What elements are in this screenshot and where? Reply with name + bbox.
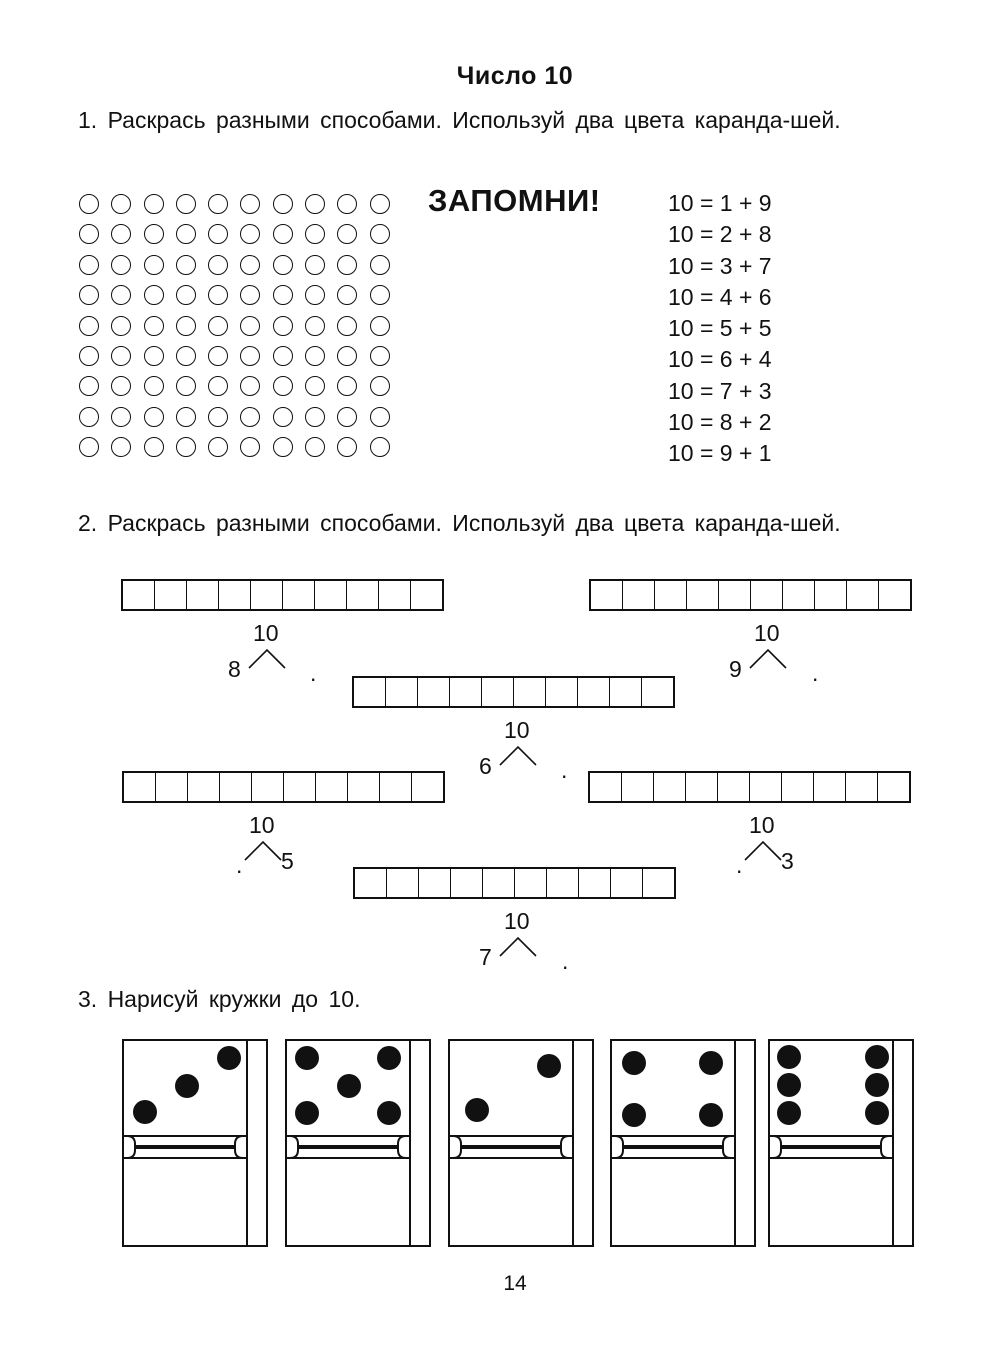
- domino-bottom-half: [611, 1158, 735, 1246]
- domino-dot: [295, 1101, 319, 1125]
- colorable-circle[interactable]: [176, 437, 196, 457]
- strip-cell[interactable]: [380, 773, 412, 801]
- equation: 10 = 8 + 2: [668, 409, 772, 436]
- colorable-circle[interactable]: [337, 255, 357, 275]
- strip-cell[interactable]: [815, 581, 847, 609]
- strip-cell[interactable]: [655, 581, 687, 609]
- colorable-circle[interactable]: [79, 437, 99, 457]
- strip-cell[interactable]: [515, 869, 547, 897]
- colorable-circle[interactable]: [337, 437, 357, 457]
- colorable-circle[interactable]: [370, 255, 390, 275]
- colorable-circle[interactable]: [79, 376, 99, 396]
- colorable-circle[interactable]: [144, 376, 164, 396]
- strip-cell[interactable]: [719, 581, 751, 609]
- equation: 10 = 6 + 4: [668, 346, 772, 373]
- equation-list: [668, 188, 808, 470]
- task2-instruction: 2. Раскрась разными способами. Используй два цвета каранда-шей.: [78, 510, 841, 536]
- decomposition-branch: [496, 743, 541, 769]
- strip-cell[interactable]: [355, 869, 387, 897]
- colorable-circle[interactable]: [111, 285, 131, 305]
- colorable-circle[interactable]: [240, 407, 260, 427]
- strip-cell[interactable]: [348, 773, 380, 801]
- colorable-circle[interactable]: [337, 224, 357, 244]
- decomposition-left[interactable]: 6: [479, 753, 492, 779]
- cell-strip[interactable]: [121, 579, 444, 611]
- domino-dot: [337, 1074, 361, 1098]
- colorable-circle[interactable]: [305, 194, 325, 214]
- domino[interactable]: [284, 1038, 432, 1248]
- colorable-circle[interactable]: [111, 194, 131, 214]
- colorable-circle[interactable]: [305, 285, 325, 305]
- colorable-circle[interactable]: [240, 224, 260, 244]
- colorable-circle[interactable]: [176, 376, 196, 396]
- strip-cell[interactable]: [622, 773, 654, 801]
- colorable-circle[interactable]: [240, 194, 260, 214]
- colorable-circle[interactable]: [305, 224, 325, 244]
- domino-bottom-half: [286, 1158, 410, 1246]
- colorable-circle[interactable]: [79, 346, 99, 366]
- equation: 10 = 7 + 3: [668, 377, 772, 404]
- strip-cell[interactable]: [418, 678, 450, 706]
- strip-cell[interactable]: [546, 678, 578, 706]
- domino-dot: [377, 1046, 401, 1070]
- decomposition-branch: [741, 838, 786, 864]
- colorable-circle[interactable]: [273, 376, 293, 396]
- colorable-circle[interactable]: [370, 194, 390, 214]
- strip-cell[interactable]: [654, 773, 686, 801]
- remember-heading: ЗАПОМНИ!: [428, 183, 601, 218]
- domino-dot: [377, 1101, 401, 1125]
- domino-bottom-half: [769, 1158, 893, 1246]
- strip-cell[interactable]: [419, 869, 451, 897]
- colorable-circle[interactable]: [79, 194, 99, 214]
- colorable-circle[interactable]: [273, 194, 293, 214]
- task1-instruction: 1. Раскрась разными способами. Используй два цвета каранда-шей.: [78, 107, 841, 133]
- decomposition-left[interactable]: 8: [228, 656, 241, 682]
- domino-dot: [699, 1051, 723, 1075]
- colorable-circle[interactable]: [305, 346, 325, 366]
- strip-cell[interactable]: [547, 869, 579, 897]
- decomposition-branch: [241, 838, 286, 864]
- domino-dot: [175, 1074, 199, 1098]
- strip-cell[interactable]: [610, 678, 642, 706]
- strip-cell[interactable]: [687, 581, 719, 609]
- equation: 10 = 4 + 6: [668, 283, 772, 310]
- colorable-circle[interactable]: [111, 407, 131, 427]
- colorable-circle[interactable]: [176, 346, 196, 366]
- strip-cell[interactable]: [315, 581, 347, 609]
- strip-cell[interactable]: [750, 773, 782, 801]
- colorable-circle[interactable]: [79, 224, 99, 244]
- decomposition-total: 10: [749, 812, 775, 838]
- decomposition-left[interactable]: .: [736, 852, 743, 878]
- colorable-circle[interactable]: [144, 255, 164, 275]
- colorable-circle[interactable]: [144, 285, 164, 305]
- colorable-circle[interactable]: [240, 285, 260, 305]
- colorable-circle[interactable]: [208, 255, 228, 275]
- colorable-circle[interactable]: [208, 224, 228, 244]
- domino-dot: [865, 1045, 889, 1069]
- decomposition-right[interactable]: .: [812, 660, 819, 686]
- decomposition-branch: [746, 646, 791, 672]
- cell-strip[interactable]: [353, 867, 676, 899]
- colorable-circle[interactable]: [176, 407, 196, 427]
- domino[interactable]: [609, 1038, 757, 1248]
- colorable-circle[interactable]: [370, 376, 390, 396]
- decomposition-total: 10: [249, 812, 275, 838]
- colorable-circle[interactable]: [79, 285, 99, 305]
- decomposition-branch: [496, 934, 541, 960]
- strip-cell[interactable]: [387, 869, 419, 897]
- cell-strip[interactable]: [352, 676, 675, 708]
- colorable-circle[interactable]: [370, 224, 390, 244]
- colorable-circle[interactable]: [370, 346, 390, 366]
- domino-dot: [537, 1054, 561, 1078]
- strip-cell[interactable]: [878, 773, 909, 801]
- domino-dot: [699, 1103, 723, 1127]
- cell-strip[interactable]: [122, 771, 445, 803]
- equation: 10 = 2 + 8: [668, 221, 772, 248]
- colorable-circle[interactable]: [305, 316, 325, 336]
- colorable-circle[interactable]: [111, 437, 131, 457]
- colorable-circle[interactable]: [337, 346, 357, 366]
- strip-cell[interactable]: [156, 773, 188, 801]
- strip-cell[interactable]: [590, 773, 622, 801]
- domino-dot: [777, 1101, 801, 1125]
- domino-top-half: [449, 1040, 573, 1136]
- colorable-circle[interactable]: [273, 407, 293, 427]
- colorable-circle[interactable]: [176, 255, 196, 275]
- strip-cell[interactable]: [579, 869, 611, 897]
- colorable-circle[interactable]: [337, 316, 357, 336]
- decomposition-total: 10: [754, 620, 780, 646]
- colorable-circle[interactable]: [208, 376, 228, 396]
- colorable-circle[interactable]: [273, 224, 293, 244]
- colorable-circle[interactable]: [273, 285, 293, 305]
- colorable-circle[interactable]: [240, 255, 260, 275]
- colorable-circle[interactable]: [176, 224, 196, 244]
- domino-dot: [622, 1103, 646, 1127]
- strip-cell[interactable]: [284, 773, 316, 801]
- circle-grid: [79, 194, 391, 457]
- decomposition-total: 10: [253, 620, 279, 646]
- domino-dot: [295, 1046, 319, 1070]
- strip-cell[interactable]: [411, 581, 442, 609]
- domino-dot: [865, 1101, 889, 1125]
- strip-cell[interactable]: [251, 581, 283, 609]
- strip-cell[interactable]: [846, 773, 878, 801]
- cell-strip[interactable]: [588, 771, 911, 803]
- colorable-circle[interactable]: [176, 194, 196, 214]
- colorable-circle[interactable]: [337, 285, 357, 305]
- colorable-circle[interactable]: [370, 407, 390, 427]
- decomposition-total: 10: [504, 717, 530, 743]
- domino-dot: [777, 1073, 801, 1097]
- strip-cell[interactable]: [751, 581, 783, 609]
- colorable-circle[interactable]: [208, 346, 228, 366]
- strip-cell[interactable]: [611, 869, 643, 897]
- colorable-circle[interactable]: [144, 224, 164, 244]
- decomposition-total: 10: [504, 908, 530, 934]
- strip-cell[interactable]: [188, 773, 220, 801]
- domino-dot: [133, 1100, 157, 1124]
- strip-cell[interactable]: [123, 581, 155, 609]
- strip-cell[interactable]: [642, 678, 673, 706]
- colorable-circle[interactable]: [144, 316, 164, 336]
- colorable-circle[interactable]: [240, 346, 260, 366]
- strip-cell[interactable]: [686, 773, 718, 801]
- strip-cell[interactable]: [514, 678, 546, 706]
- domino-dot: [777, 1045, 801, 1069]
- domino-bottom-half: [449, 1158, 573, 1246]
- domino[interactable]: [767, 1038, 915, 1248]
- strip-cell[interactable]: [220, 773, 252, 801]
- strip-cell[interactable]: [155, 581, 187, 609]
- strip-cell[interactable]: [483, 869, 515, 897]
- strip-cell[interactable]: [354, 678, 386, 706]
- decomposition-right[interactable]: 5: [281, 848, 294, 874]
- strip-cell[interactable]: [283, 581, 315, 609]
- domino[interactable]: [447, 1038, 595, 1248]
- domino-dot: [217, 1046, 241, 1070]
- strip-cell[interactable]: [316, 773, 348, 801]
- colorable-circle[interactable]: [208, 407, 228, 427]
- strip-cell[interactable]: [879, 581, 910, 609]
- decomposition-left[interactable]: .: [236, 852, 243, 878]
- colorable-circle[interactable]: [240, 437, 260, 457]
- equation: 10 = 5 + 5: [668, 315, 772, 342]
- colorable-circle[interactable]: [273, 255, 293, 275]
- colorable-circle[interactable]: [208, 285, 228, 305]
- strip-cell[interactable]: [814, 773, 846, 801]
- strip-cell[interactable]: [578, 678, 610, 706]
- cell-strip[interactable]: [589, 579, 912, 611]
- colorable-circle[interactable]: [79, 407, 99, 427]
- colorable-circle[interactable]: [208, 316, 228, 336]
- colorable-circle[interactable]: [273, 346, 293, 366]
- decomposition-right[interactable]: .: [310, 660, 317, 686]
- decomposition-left[interactable]: 7: [479, 944, 492, 970]
- colorable-circle[interactable]: [208, 437, 228, 457]
- strip-cell[interactable]: [450, 678, 482, 706]
- strip-cell[interactable]: [783, 581, 815, 609]
- strip-cell[interactable]: [386, 678, 418, 706]
- domino-bottom-half: [123, 1158, 247, 1246]
- strip-cell[interactable]: [623, 581, 655, 609]
- strip-cell[interactable]: [379, 581, 411, 609]
- colorable-circle[interactable]: [273, 437, 293, 457]
- strip-cell[interactable]: [591, 581, 623, 609]
- colorable-circle[interactable]: [337, 194, 357, 214]
- strip-cell[interactable]: [124, 773, 156, 801]
- decomposition-branch: [245, 646, 290, 672]
- equation: 10 = 3 + 7: [668, 252, 772, 279]
- colorable-circle[interactable]: [111, 255, 131, 275]
- strip-cell[interactable]: [847, 581, 879, 609]
- strip-cell[interactable]: [643, 869, 674, 897]
- colorable-circle[interactable]: [240, 376, 260, 396]
- colorable-circle[interactable]: [370, 437, 390, 457]
- domino-dot: [865, 1073, 889, 1097]
- colorable-circle[interactable]: [240, 316, 260, 336]
- strip-cell[interactable]: [718, 773, 750, 801]
- decomposition-right[interactable]: 3: [781, 848, 794, 874]
- colorable-circle[interactable]: [176, 316, 196, 336]
- decomposition-left[interactable]: 9: [729, 656, 742, 682]
- strip-cell[interactable]: [782, 773, 814, 801]
- colorable-circle[interactable]: [305, 407, 325, 427]
- colorable-circle[interactable]: [144, 346, 164, 366]
- colorable-circle[interactable]: [79, 316, 99, 336]
- equation: 10 = 1 + 9: [668, 190, 772, 216]
- strip-cell[interactable]: [187, 581, 219, 609]
- colorable-circle[interactable]: [111, 316, 131, 336]
- strip-cell[interactable]: [219, 581, 251, 609]
- colorable-circle[interactable]: [273, 316, 293, 336]
- decomposition-right[interactable]: .: [561, 757, 568, 783]
- task3-instruction: 3. Нарисуй кружки до 10.: [78, 986, 361, 1012]
- colorable-circle[interactable]: [370, 316, 390, 336]
- colorable-circle[interactable]: [144, 437, 164, 457]
- strip-cell[interactable]: [451, 869, 483, 897]
- colorable-circle[interactable]: [144, 407, 164, 427]
- colorable-circle[interactable]: [111, 346, 131, 366]
- colorable-circle[interactable]: [337, 407, 357, 427]
- domino-dot: [465, 1098, 489, 1122]
- colorable-circle[interactable]: [337, 376, 357, 396]
- colorable-circle[interactable]: [176, 285, 196, 305]
- strip-cell[interactable]: [482, 678, 514, 706]
- strip-cell[interactable]: [347, 581, 379, 609]
- page-title: Число 10: [456, 62, 574, 90]
- colorable-circle[interactable]: [305, 255, 325, 275]
- colorable-circle[interactable]: [144, 194, 164, 214]
- colorable-circle[interactable]: [208, 194, 228, 214]
- colorable-circle[interactable]: [111, 376, 131, 396]
- colorable-circle[interactable]: [111, 224, 131, 244]
- colorable-circle[interactable]: [305, 376, 325, 396]
- strip-cell[interactable]: [252, 773, 284, 801]
- domino-dot: [622, 1051, 646, 1075]
- equation: 10 = 9 + 1: [668, 440, 772, 467]
- strip-cell[interactable]: [412, 773, 443, 801]
- page-number: 14: [503, 1272, 527, 1295]
- colorable-circle[interactable]: [370, 285, 390, 305]
- colorable-circle[interactable]: [79, 255, 99, 275]
- decomposition-right[interactable]: .: [562, 948, 569, 974]
- domino[interactable]: [121, 1038, 269, 1248]
- colorable-circle[interactable]: [305, 437, 325, 457]
